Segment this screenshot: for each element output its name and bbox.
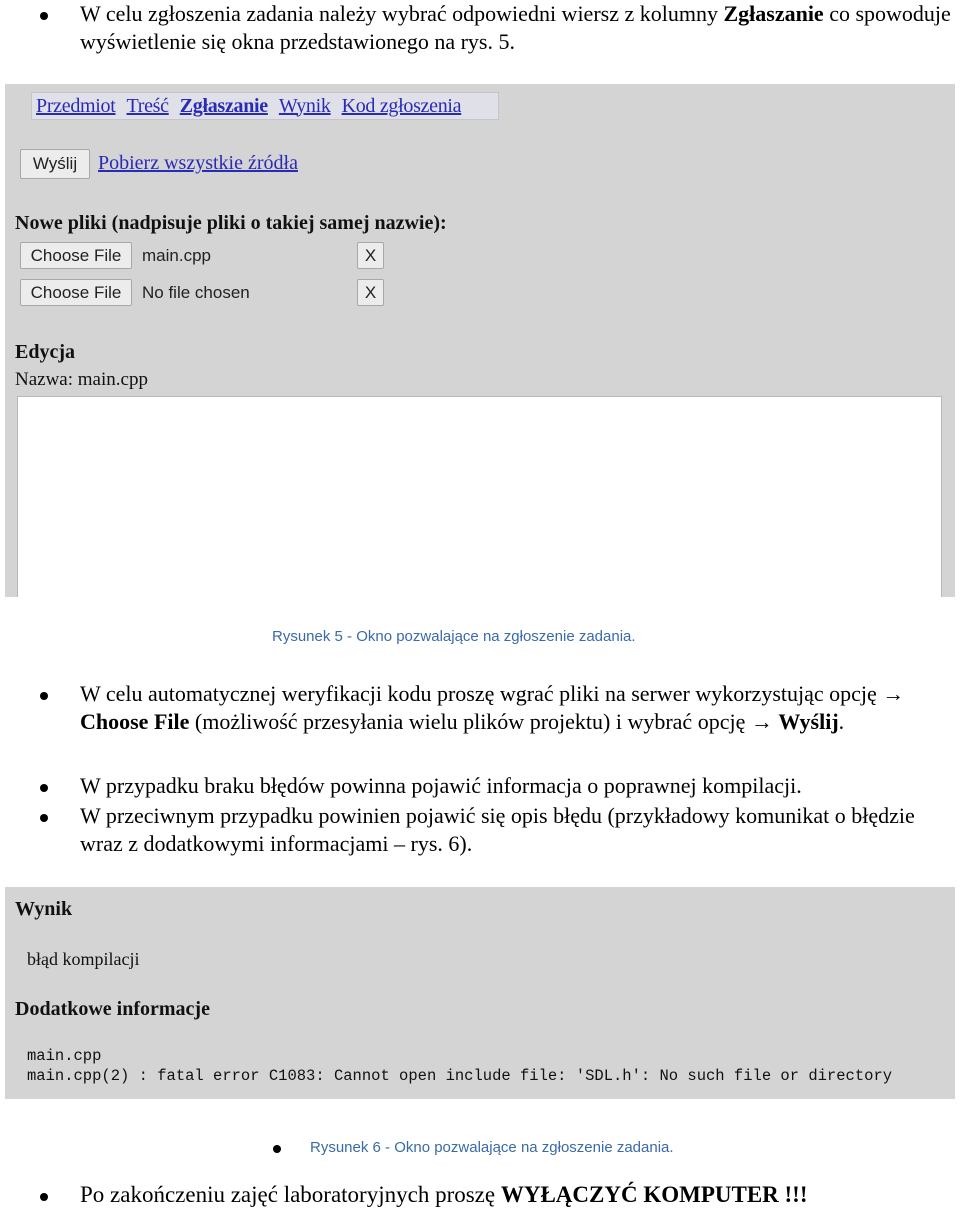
final-bold-warning: WYŁĄCZYĆ KOMPUTER !!! [500, 1182, 808, 1207]
final-text: Po zakończeniu zajęć laboratoryjnych proszę [80, 1182, 501, 1207]
download-all-sources-link[interactable]: Pobierz wszystkie źródła [98, 152, 298, 174]
result-heading: Wynik [15, 898, 73, 920]
figure-5-screenshot [5, 84, 955, 597]
tab-bar [31, 92, 499, 120]
figure-6-screenshot [5, 887, 955, 1099]
upload-text: W celu automatycznej weryfikacji kodu proszę wgrać pliki na serwer wykorzystując opcję → [80, 681, 905, 706]
upload-text-mid: (możliwość przesyłania wielu plików projektu) i wybrać opcję → [189, 709, 779, 734]
tab-wynik[interactable]: Wynik [278, 94, 331, 117]
send-button[interactable]: Wyślij [20, 149, 90, 179]
tab-kod-zgloszenia[interactable]: Kod zgłoszenia [341, 94, 462, 117]
bullet-dot [40, 784, 48, 792]
choose-file-button[interactable]: Choose File [20, 242, 132, 269]
bullet-dot [40, 814, 48, 822]
file-name-label: Nazwa: main.cpp [15, 369, 148, 390]
error-description-paragraph: W przeciwnym przypadku powinien pojawić się opis błędu (przykładowy komunikat o błędzie wraz z dodatkowymi informacjami – rys. 6). [80, 803, 915, 856]
figure-5-caption: Rysunek 5 - Okno pozwalające na zgłoszenie zadania. [272, 628, 636, 645]
compiler-log-line: main.cpp(2) : fatal error C1083: Cannot open include file: 'SDL.h': No such file or directory [27, 1067, 893, 1085]
remove-file-button[interactable]: X [357, 279, 384, 306]
send-bold: Wyślij [778, 709, 839, 734]
bullet-dot [40, 12, 48, 20]
extra-info-heading: Dodatkowe informacje [15, 998, 210, 1020]
bullet-dot [273, 1145, 281, 1153]
tab-tresc[interactable]: Treść [126, 94, 169, 117]
code-editor-area[interactable] [17, 396, 942, 597]
tab-zglaszanie[interactable]: Zgłaszanie [179, 94, 268, 117]
new-files-heading: Nowe pliki (nadpisuje pliki o takiej samej nazwie): [15, 212, 447, 234]
bullet-dot [40, 692, 48, 700]
bullet-dot [40, 1193, 48, 1201]
upload-text-end: . [838, 709, 845, 734]
result-text: błąd kompilacji [27, 949, 140, 969]
chosen-file-name: No file chosen [142, 283, 250, 302]
no-errors-paragraph: W przypadku braku błędów powinna pojawić informacja o poprawnej kompilacji. [80, 773, 802, 798]
remove-file-button[interactable]: X [357, 242, 384, 269]
figure-6-caption: Rysunek 6 - Okno pozwalające na zgłoszenie zadania. [310, 1139, 674, 1156]
intro-text-end: co spowoduje wyświetlenie się okna przedstawionego na rys. 5. [80, 1, 951, 54]
edit-heading: Edycja [15, 341, 75, 363]
final-paragraph [80, 1181, 955, 1209]
tab-przedmiot[interactable]: Przedmiot [36, 94, 116, 117]
choose-file-bold: Choose File [80, 709, 190, 734]
intro-text: W celu zgłoszenia zadania należy wybrać odpowiedni wiersz z kolumny [80, 1, 724, 26]
intro-paragraph [80, 0, 955, 56]
intro-bold: Zgłaszanie [723, 1, 824, 26]
choose-file-button[interactable]: Choose File [20, 279, 132, 306]
upload-instruction-paragraph [80, 680, 955, 736]
compiler-log-line: main.cpp [27, 1047, 102, 1065]
chosen-file-name: main.cpp [142, 246, 211, 265]
